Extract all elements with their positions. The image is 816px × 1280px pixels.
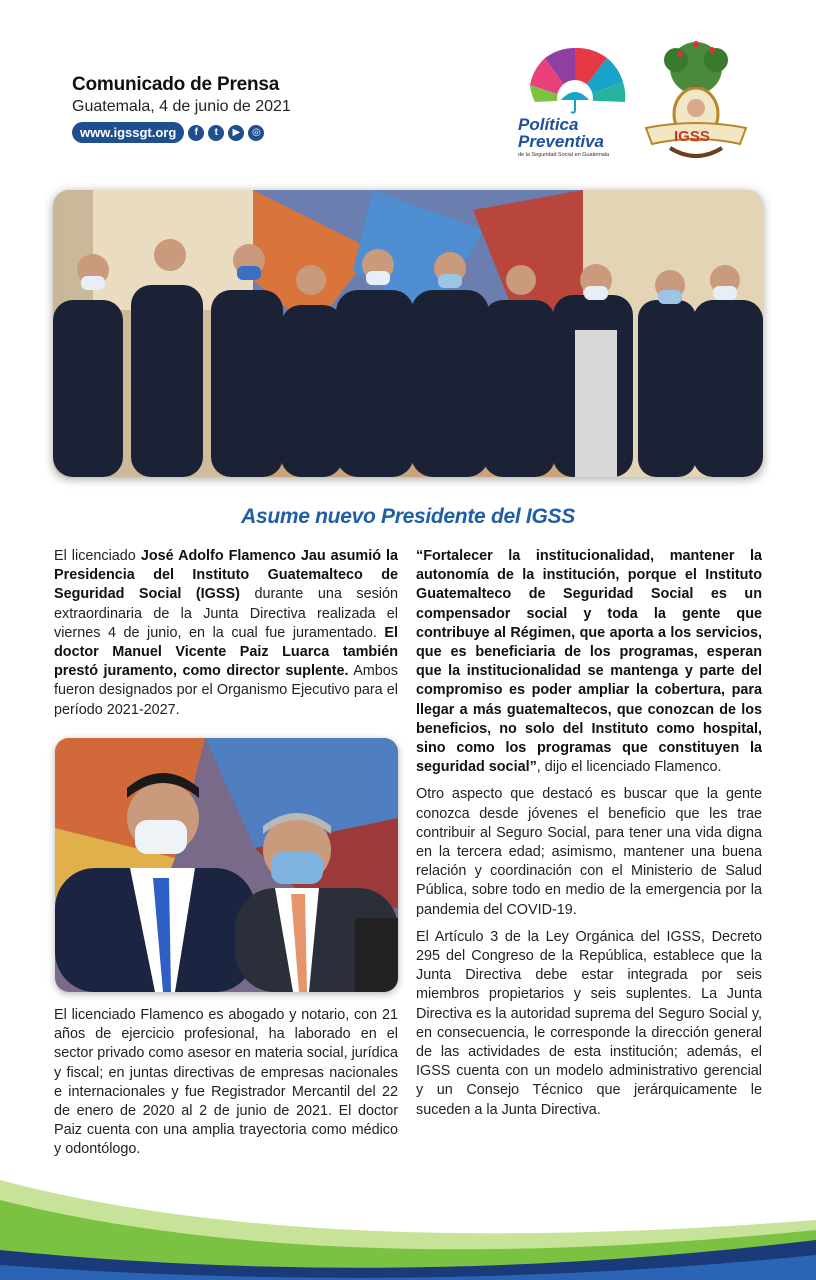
press-header [72,74,372,143]
article-headline: Asume nuevo Presidente del IGSS [241,505,575,528]
politica-preventiva-tagline: de la Seguridad Social en Guatemala [518,152,610,158]
aspects-paragraph: Otro aspecto que destacó es buscar que la gente conozca desde jóvenes el beneficio que les trae contribuir al Seguro Social, para tener una vida digna en la tercera edad; asimismo, mantener una buena relación y coordinación con el Ministerio de Salud Pública, sobre todo en medio de la emergencia por la pandemia del COVID-19. [416,786,762,918]
intro-paragraph: El licenciado José Adolfo Flamenco Jau asumió la Presidencia del Instituto Guatemalteco de Seguridad Social (IGSS) durante una sesión extraordinaria de la Junta Directiva realizada el viernes 4 de junio, en la cual fue juramentado. El doctor Manuel Vicente Paiz Luarca también prestó juramento, como director suplente. Ambos fueron designados por el Organismo Ejecutivo para el período 2021-2027. [54,548,399,718]
press-release-title: Comunicado de Prensa [72,74,280,95]
quote-paragraph: “Fortalecer la institucionalidad, mantener la autonomía de la institución, porque el Instituto Guatemalteco de Seguridad Social es un compensador social y toda la gente que contribuye al Régimen, que aporta a los servicios, que es beneficiaria de los programas, esperan que la institucionalidad se mantenga y parte del compromiso es poder ampliar la cobertura, para llegar a más guatemaltecos, que conozcan de los beneficios, no solo del Instituto como hospital, sino como los programas que constituyen la seguridad social”, dijo el licenciado Flamenco. [416,548,762,776]
article-3-paragraph: El Artículo 3 de la Ley Orgánica del IGSS, Decreto 295 del Congreso de la República, establece que la Junta Directiva debe estar integrada por seis miembros propietarios y seis suplentes. La Junta Directiva es la autoridad suprema del Seguro Social y, en consecuencia, le corresponde la dirección general de las actividades de esta institución; además, el IGSS cuenta con un modelo administrativo gerencial y un Consejo Técnico que jerárquicamente le suceden a la Junta Directiva. [416,928,762,1118]
politica-preventiva-logo [515,40,635,165]
column-right [416,547,762,1128]
twitter-icon[interactable]: t [208,125,224,141]
column-left-top [54,547,398,728]
igss-tree-emblem-icon [640,36,752,166]
portrait-photo [55,738,398,992]
instagram-icon[interactable]: ◎ [248,125,264,141]
umbrella-logo-icon [515,40,635,120]
youtube-icon[interactable]: ▶ [228,125,244,141]
contact-row [72,122,372,143]
facebook-icon[interactable]: f [188,125,204,141]
igss-logo [640,36,752,166]
press-release-date: Guatemala, 4 de junio de 2021 [72,98,291,115]
igss-wordmark: IGSS [674,128,710,145]
footer-wave-decoration [0,1140,816,1280]
website-link[interactable]: www.igssgt.org [72,122,184,143]
bio-paragraph: El licenciado Flamenco es abogado y notario, con 21 años de ejercicio profesional, ha laborado en el sector privado como asesor en materia social, jurídica y fiscal; en juntas directivas de empresas nacionales e internacionales y fue Registrador Mercantil del 22 de enero de 2020 al 2 de junio de 2021. El doctor Paiz cuenta con una amplia trayectoria como médico y odontólogo. [54,1007,398,1158]
politica-preventiva-wordmark: Política Preventiva [518,115,604,151]
group-photo [53,190,763,477]
